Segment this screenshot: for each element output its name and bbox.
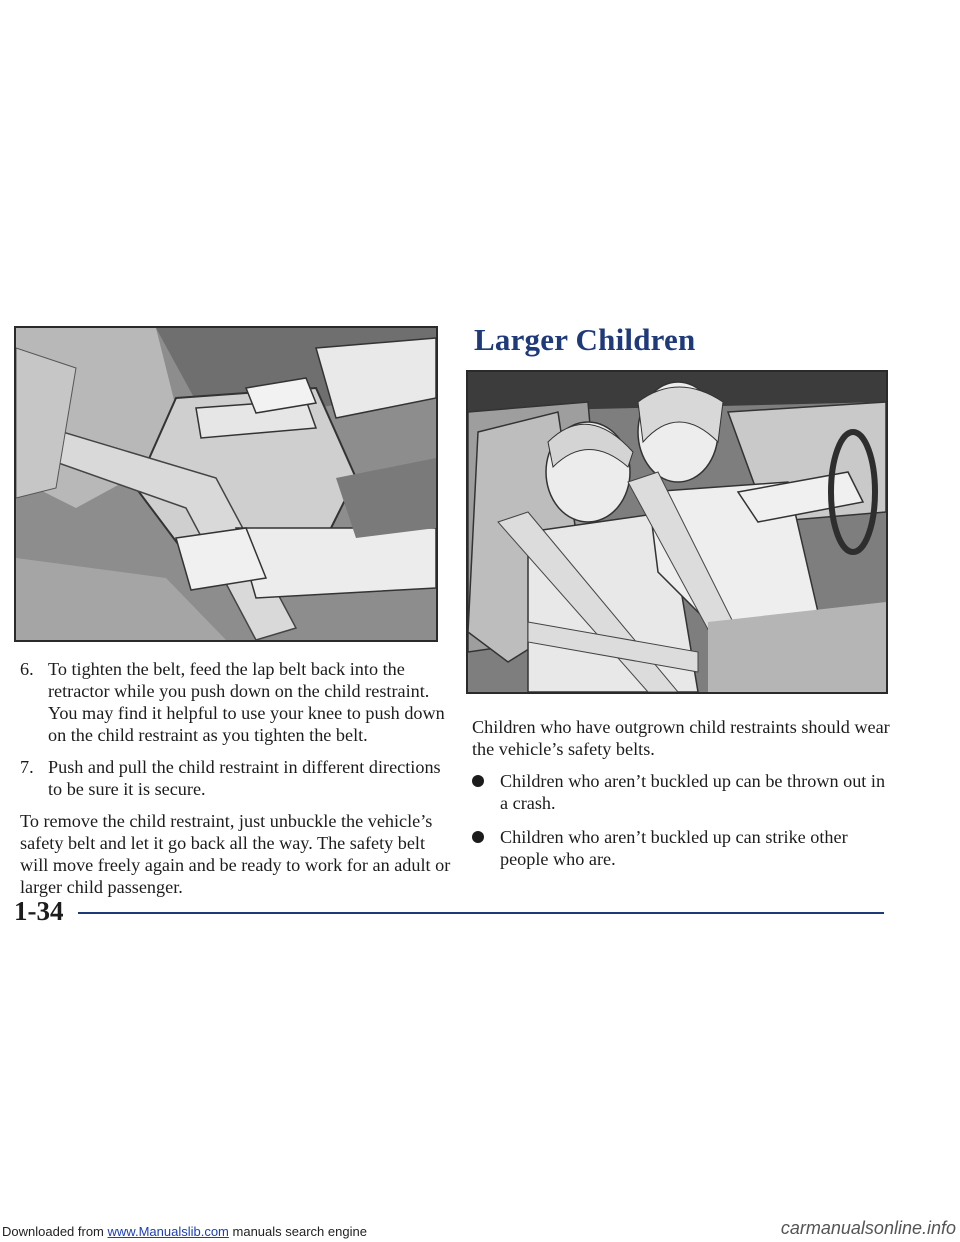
larger-children-belted-icon (468, 372, 886, 692)
child-restraint-illustration (14, 326, 438, 642)
bullet-icon (472, 831, 484, 843)
step-6 (20, 658, 452, 746)
download-banner (0, 1218, 960, 1242)
footer-divider (78, 912, 884, 914)
step-7 (20, 756, 452, 800)
bullet-text: Children who aren’t buckled up can be thrown out in a crash. (500, 771, 886, 813)
bullet-item (472, 770, 892, 814)
right-column-text (472, 716, 892, 882)
page-footer (0, 896, 900, 928)
download-source (2, 1222, 367, 1242)
download-suffix: manuals search engine (232, 1224, 367, 1239)
step-number: 7. (20, 757, 34, 777)
remove-restraint-paragraph: To remove the child restraint, just unbuckle the vehicle’s safety belt and let it go back all the way. The safety belt will move freely again and be ready to work for an adult or larger child passenger. (20, 811, 451, 897)
child-restraint-tightening-icon (16, 328, 436, 640)
left-column-text (20, 658, 452, 908)
bullet-icon (472, 775, 484, 787)
intro-paragraph: Children who have outgrown child restraints should wear the vehicle’s safety belts. (472, 717, 890, 759)
watermark: carmanualsonline.info (780, 1218, 956, 1238)
bullet-text: Children who aren’t buckled up can strike other people who are. (500, 827, 848, 869)
manualslib-link[interactable]: www.Manualslib.com (107, 1224, 229, 1239)
step-text: To tighten the belt, feed the lap belt back into the retractor while you push down on the child restraint. You may find it helpful to use your knee to push down on the child restraint as you tighten the belt. (48, 659, 445, 745)
larger-children-illustration (466, 370, 888, 694)
step-text: Push and pull the child restraint in different directions to be sure it is secure. (48, 757, 441, 799)
step-number: 6. (20, 659, 34, 679)
section-heading: Larger Children (474, 322, 696, 357)
page-number: 1-34 (14, 896, 64, 926)
bullet-item (472, 826, 892, 870)
download-prefix: Downloaded from (2, 1224, 104, 1239)
